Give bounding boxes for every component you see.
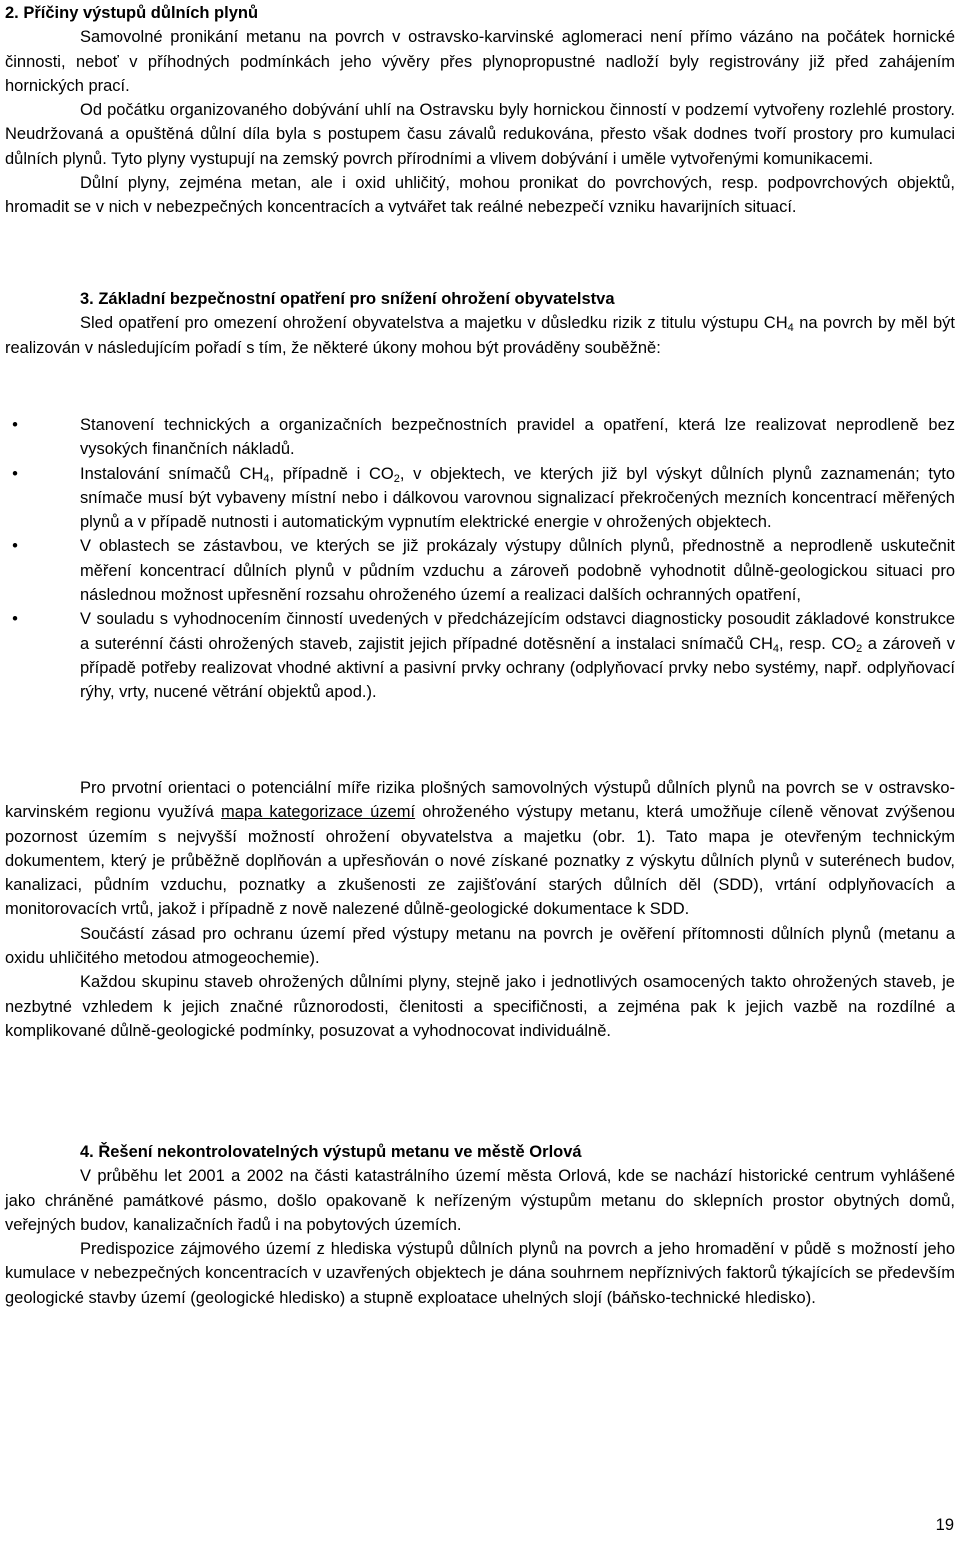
list-item-text: V oblastech se zástavbou, ve kterých se již prokázaly výstupy důlních plynů, přednostně a neprodleně uskutečnit měření koncentrací důlních plynů v půdním vzduchu a zároveň podobně vyhodnotit důlně-geologickou situaci pro následnou možnost upřesnění rozsahu ohroženého území a realizaci dalších ochranných opatření, bbox=[80, 537, 955, 605]
section-4-paragraph-2: Predispozice zájmového území z hlediska výstupů důlních plynů na povrch a jeho hromadění v půdě s možností jeho kumulace v nebezpečných koncentracích v uzavřených objektech je dána souhrnem nepříznivých faktorů týkajících se především geologické stavby území (geologické hledisko) a stupně exploatace uhelných slojí (báňsko-technické hledisko). bbox=[5, 1240, 955, 1307]
section-3-paragraph-1: Pro prvotní orientaci o potenciální míře rizika plošných samovolných výstupů důlních plynů na povrch se v ostravsko-karvinském regionu využívá mapa kategorizace území ohroženého výstupy metanu, která umožňuje cíleně věnovat zvýšenou pozornost územím s nejvyšší možností ohrožení obyvatelstva a majetku (obr. 1). Tato mapa je otevřeným technickým dokumentem, který je průběžně doplňován a upřesňován o nové získané poznatky z výskytu důlních plynů v suterénech budov, kanalizaci, půdním vzduchu, poznatky a zkušenosti ze zajišťování starých důlních děl (SDD), vrtání odplyňovacích a monitorovacích vrtů, jakož i případně z nově nalezené důlně-geologické dokumentace k SDD. bbox=[5, 779, 956, 919]
list-item bbox=[5, 462, 955, 535]
section-4-heading: 4. Řešení nekontrolovatelných výstupů metanu ve městě Orlová bbox=[80, 1143, 582, 1161]
list-item bbox=[5, 607, 955, 704]
list-item-text: Instalování snímačů $CH_4$, případně i $CO_2$, v objektech, ve kterých již byl výskyt důlních plynů zaznamenán; tyto snímače musí být vybaveny místní nebo i dálkovou varovnou signalizací překročených mezních koncentrací měřených plynů a v případě nutnosti i automatickým vypnutím elektrické energie v ohrožených objektech. bbox=[80, 464, 956, 532]
map-link[interactable]: mapa kategorizace území bbox=[220, 803, 416, 822]
bullet-icon: • bbox=[12, 537, 18, 556]
list-item bbox=[5, 413, 955, 462]
section-4-paragraph-1: V průběhu let 2001 a 2002 na části katastrálního území města Orlová, kde se nachází historické centrum vyhlášené jako chráněné památkové pásmo, došlo opakovaně k neřízeným výstupům metanu do sklepních prostor obytných domů, veřejných budov, kanalizačních řadů i na pobytových územích. bbox=[5, 1167, 955, 1234]
list-item-text: V souladu s vyhodnocením činností uvedených v předcházejícím odstavci diagnosticky posoudit základové konstrukce a suterénní části ohrožených staveb, zajistit jejich případné dotěsnění a instalaci snímačů $CH_4$, resp. $CO_2$ a zároveň v případě potřeby realizovat vhodné aktivní a pasivní prvky ochrany (odplyňovací prvky nebo systémy, např. odplyňovací rýhy, vrty, nucené větrání objektů apod.). bbox=[80, 610, 955, 702]
section-3-body bbox=[5, 776, 955, 1043]
list-item-text: Stanovení technických a organizačních bezpečnostních pravidel a opatření, která lze realizovat neprodleně bez vysokých finančních nákladů. bbox=[80, 416, 955, 459]
section-3-paragraph-2: Součástí zásad pro ochranu území před výstupy metanu na povrch je ověření přítomnosti důlních plynů (metanu a oxidu uhličitého metodou atmogeochemie). bbox=[5, 924, 955, 968]
section-2-paragraph-1: Samovolné pronikání metanu na povrch v ostravsko-karvinské aglomeraci není přímo vázáno na počátek hornické činnosti, neboť v příhodných podmínkách jeho vývěry přes plynopropustné nadloží byly registrovány již před zahájením hornických prací. bbox=[5, 28, 955, 95]
list-item bbox=[5, 534, 955, 607]
section-2 bbox=[5, 1, 955, 220]
measures-list bbox=[5, 413, 955, 705]
section-2-heading: 2. Příčiny výstupů důlních plynů bbox=[5, 4, 259, 22]
page-number: 19 bbox=[935, 1516, 954, 1534]
section-2-paragraph-3: Důlní plyny, zejména metan, ale i oxid uhličitý, mohou pronikat do povrchových, resp. podpovrchových objektů, hromadit se v nich v nebezpečných koncentracích a vytvářet tak reálné nebezpečí vzniku havarijních situací. bbox=[5, 174, 955, 217]
section-4 bbox=[5, 1140, 955, 1310]
section-2-paragraph-2: Od počátku organizovaného dobývání uhlí na Ostravsku byly hornickou činností v podzemí vytvořeny rozlehlé prostory. Neudržovaná a opuštěná důlní díla byla s postupem času závalů redukována, přesto však dodnes tvoří prostory pro kumulaci důlních plynů. Tyto plyny vystupují na zemský povrch přírodními a vlivem dobývání i uměle vytvořenými komunikacemi. bbox=[5, 101, 955, 168]
bullet-icon: • bbox=[12, 464, 18, 483]
section-3 bbox=[5, 287, 955, 360]
bullet-icon: • bbox=[12, 416, 18, 434]
bullet-icon: • bbox=[12, 610, 18, 629]
section-3-paragraph-3: Každou skupinu staveb ohrožených důlními plyny, stejně jako i jednotlivých osamocených takto ohrožených staveb, je nezbytné vzhledem k jejich značné různorodosti, členitosti a specifičnosti, a zejména pak k jejich vazbě na rozdílné a komplikované důlně-geologické podmínky, posuzovat a vyhodnocovat individuálně. bbox=[5, 973, 955, 1040]
section-3-intro: Sled opatření pro omezení ohrožení obyvatelstva a majetku v důsledku rizik z titulu výstupu $CH_4$ na povrch by měl být realizován v následujícím pořadí s tím, že některé úkony mohou být prováděny souběžně: bbox=[5, 314, 955, 357]
section-3-heading: 3. Základní bezpečnostní opatření pro snížení ohrožení obyvatelstva bbox=[80, 290, 615, 308]
